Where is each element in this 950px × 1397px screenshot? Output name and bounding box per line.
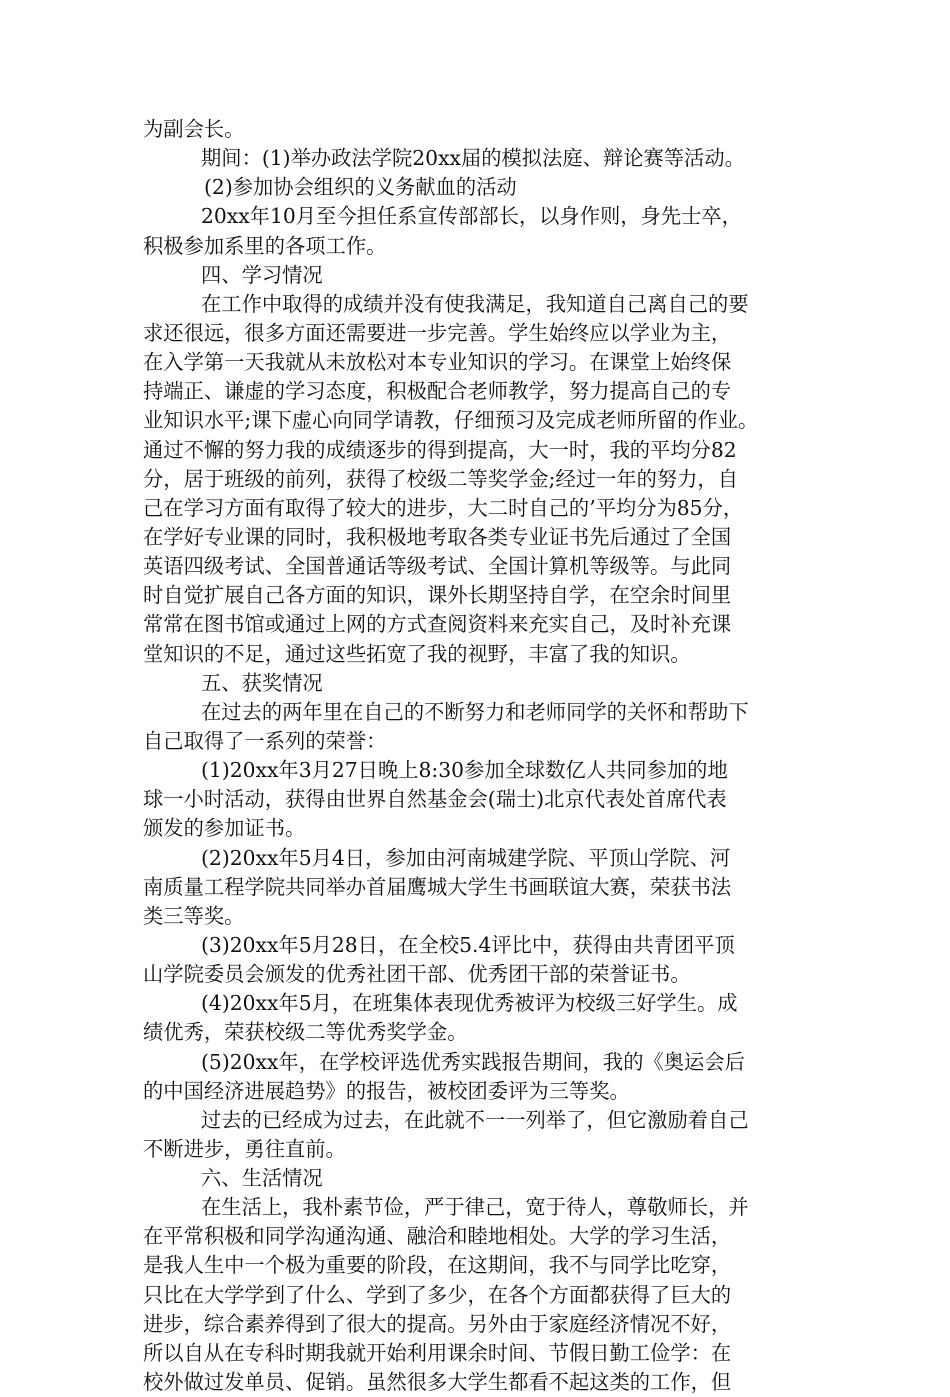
text-line: 过去的已经成为过去，在此就不一一列举了，但它激励着自己 bbox=[201, 1107, 749, 1132]
text-line: 只比在大学学到了什么、学到了多少，在各个方面都获得了巨大的 bbox=[143, 1282, 732, 1307]
text-line: 在学好专业课的同时，我积极地考取各类专业证书先后通过了全国 bbox=[143, 524, 732, 549]
text-line: 南质量工程学院共同举办首届鹰城大学生书画联谊大赛，荣获书法 bbox=[143, 874, 732, 899]
body-text bbox=[143, 115, 807, 1397]
text-line: 常常在图书馆或通过上网的方式查阅资料来充实自己，及时补充课 bbox=[143, 612, 732, 637]
text-line: 进步，综合素养得到了很大的提高。另外由于家庭经济情况不好， bbox=[143, 1311, 732, 1336]
text-line: (1)20xx年3月27日晚上8:30参加全球数亿人共同参加的地 bbox=[201, 758, 728, 783]
text-line: 类三等奖。 bbox=[143, 903, 245, 928]
text-line: 在过去的两年里在自己的不断努力和老师同学的关怀和帮助下 bbox=[201, 699, 749, 724]
text-line: (2)参加协会组织的义务献血的活动 bbox=[204, 175, 517, 200]
text-line: 是我人生中一个极为重要的阶段，在这期间，我不与同学比吃穿， bbox=[143, 1253, 732, 1278]
text-line: 时自觉扩展自己各方面的知识，课外长期坚持自学，在空余时间里 bbox=[143, 583, 732, 608]
text-line: 的中国经济进展趋势》的报告，被校团委评为三等奖。 bbox=[143, 1078, 630, 1103]
text-line: (5)20xx年，在学校评选优秀实践报告期间，我的《奥运会后 bbox=[201, 1049, 745, 1074]
text-line: 为副会长。 bbox=[143, 117, 245, 141]
section-heading: 五、获奖情况 bbox=[201, 670, 323, 695]
text-line: 期间：(1)举办政法学院20xx届的模拟法庭、辩论赛等活动。 bbox=[201, 146, 745, 171]
text-line: 山学院委员会颁发的优秀社团干部、优秀团干部的荣誉证书。 bbox=[143, 962, 691, 987]
section-heading: 四、学习情况 bbox=[201, 262, 323, 287]
text-line: 英语四级考试、全国普通话等级考试、全国计算机等级等。与此同 bbox=[143, 554, 732, 579]
text-line: 在生活上，我朴素节俭，严于律己，宽于待人，尊敬师长，并 bbox=[201, 1195, 749, 1220]
text-line: 在平常积极和同学沟通沟通、融洽和睦地相处。大学的学习生活， bbox=[143, 1224, 732, 1249]
text-line: 颁发的参加证书。 bbox=[143, 816, 306, 841]
text-line: 绩优秀，荣获校级二等优秀奖学金。 bbox=[143, 1020, 468, 1045]
text-line: 不断进步，勇往直前。 bbox=[143, 1136, 346, 1161]
text-line: 在工作中取得的成绩并没有使我满足，我知道自己离自己的要 bbox=[201, 291, 749, 316]
section-heading: 六、生活情况 bbox=[201, 1166, 323, 1191]
text-line: (4)20xx年5月，在班集体表现优秀被评为校级三好学生。成 bbox=[201, 991, 738, 1016]
text-line: 分，居于班级的前列，获得了校级二等奖学金;经过一年的努力，自 bbox=[143, 466, 738, 491]
text-line: 业知识水平;课下虚心向同学请教，仔细预习及完成老师所留的作业。 bbox=[143, 408, 759, 433]
text-line: 自己取得了一系列的荣誉： bbox=[143, 728, 387, 753]
text-line: 堂知识的不足，通过这些拓宽了我的视野，丰富了我的知识。 bbox=[143, 641, 691, 666]
text-line: 持端正、谦虚的学习态度，积极配合老师教学，努力提高自己的专 bbox=[143, 379, 732, 404]
text-line: 通过不懈的努力我的成绩逐步的得到提高，大一时，我的平均分82 bbox=[143, 437, 737, 462]
text-line: 20xx年10月至今担任系宣传部部长，以身作则，身先士卒， bbox=[201, 204, 742, 229]
text-line: 在入学第一天我就从未放松对本专业知识的学习。在课堂上始终保 bbox=[143, 350, 732, 375]
text-line: 所以自从在专科时期我就开始利用课余时间、节假日勤工俭学：在 bbox=[143, 1340, 732, 1365]
text-line: (3)20xx年5月28日，在全校5.4评比中，获得由共青团平顶 bbox=[201, 932, 735, 957]
text-line: 己在学习方面有取得了较大的进步，大二时自己的’平均分为85分， bbox=[143, 495, 744, 520]
text-line: 球一小时活动，获得由世界自然基金会(瑞士)北京代表处首席代表 bbox=[143, 787, 727, 812]
text-line: (2)20xx年5月4日，参加由河南城建学院、平顶山学院、河 bbox=[201, 845, 731, 870]
text-line: 校外做过发单员、促销。虽然很多大学生都看不起这类的工作，但 bbox=[143, 1370, 732, 1395]
text-line: 积极参加系里的各项工作。 bbox=[143, 233, 387, 258]
text-line: 求还很远，很多方面还需要进一步完善。学生始终应以学业为主， bbox=[143, 320, 732, 345]
